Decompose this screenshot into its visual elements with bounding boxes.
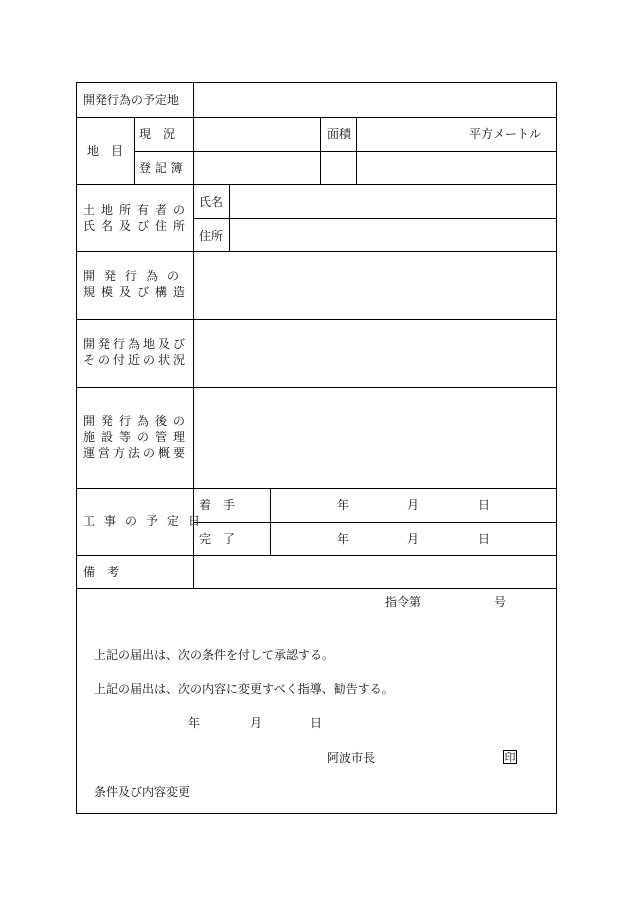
area-field[interactable] bbox=[360, 120, 465, 148]
column-divider bbox=[270, 488, 271, 555]
row-divider bbox=[193, 218, 556, 219]
current-status-label: 現 況 bbox=[139, 127, 176, 141]
application-form bbox=[76, 82, 557, 814]
owner-label-line2: 氏名及び住所 bbox=[83, 219, 192, 233]
scale-label-line2: 規模及び構造 bbox=[83, 285, 192, 299]
situation-label-line2: その付近の状況 bbox=[83, 353, 189, 367]
seal-mark: 印 bbox=[504, 751, 516, 764]
directive-label: 指令第 bbox=[385, 595, 422, 609]
column-divider bbox=[193, 83, 194, 588]
approval-line2: 上記の届出は、次の内容に変更すべく指導、勧告する。 bbox=[94, 682, 394, 696]
remarks-label: 備 考 bbox=[83, 565, 120, 579]
start-year-label: 年 bbox=[337, 498, 350, 512]
end-date-field[interactable] bbox=[274, 525, 552, 552]
owner-address-field[interactable] bbox=[233, 221, 552, 248]
scale-label-line1: 開発行為の bbox=[83, 269, 189, 283]
row-divider bbox=[77, 184, 556, 185]
row-divider bbox=[77, 319, 556, 320]
management-label-line2: 施設等の管理 bbox=[83, 430, 192, 444]
registry-label: 登 記 簿 bbox=[139, 161, 183, 175]
start-month-label: 月 bbox=[407, 498, 420, 512]
registry-field[interactable] bbox=[197, 154, 317, 181]
owner-name-field[interactable] bbox=[233, 187, 552, 215]
mayor-label: 阿波市長 bbox=[327, 751, 376, 765]
conditions-label: 条件及び内容変更 bbox=[94, 785, 191, 799]
planned-site-label: 開発行為の予定地 bbox=[83, 93, 180, 107]
planned-site-field[interactable] bbox=[197, 86, 552, 114]
approval-month-label: 月 bbox=[250, 716, 263, 730]
row-divider bbox=[134, 151, 556, 152]
column-divider bbox=[320, 117, 321, 184]
row-divider bbox=[77, 251, 556, 252]
situation-field[interactable] bbox=[197, 322, 552, 384]
scale-field[interactable] bbox=[197, 254, 552, 316]
end-year-label: 年 bbox=[337, 532, 350, 546]
area-unit-label: 平方メートル bbox=[469, 127, 542, 141]
schedule-label: 工事の予定日 bbox=[83, 514, 210, 528]
approval-day-label: 日 bbox=[310, 716, 323, 730]
management-field[interactable] bbox=[197, 390, 552, 485]
situation-label-line1: 開発行為地及び bbox=[83, 337, 189, 351]
column-divider bbox=[134, 117, 135, 184]
land-category-label: 地 目 bbox=[87, 144, 124, 158]
column-divider bbox=[356, 117, 357, 184]
end-label: 完 了 bbox=[199, 532, 236, 546]
owner-address-label: 住所 bbox=[199, 229, 224, 243]
area-label: 面積 bbox=[327, 127, 352, 141]
start-day-label: 日 bbox=[478, 498, 491, 512]
row-divider bbox=[77, 555, 556, 556]
row-divider bbox=[77, 488, 556, 489]
approval-line1: 上記の届出は、次の条件を付して承認する。 bbox=[94, 648, 335, 662]
row-divider bbox=[77, 387, 556, 388]
current-status-field[interactable] bbox=[197, 120, 317, 148]
end-day-label: 日 bbox=[478, 532, 491, 546]
row-divider bbox=[77, 588, 556, 589]
remarks-field[interactable] bbox=[197, 558, 552, 585]
start-date-field[interactable] bbox=[274, 491, 552, 519]
column-divider bbox=[229, 184, 230, 251]
row-divider bbox=[193, 522, 556, 523]
directive-number-suffix: 号 bbox=[494, 595, 507, 609]
management-label-line3: 運営方法の概要 bbox=[83, 446, 189, 460]
approval-year-label: 年 bbox=[188, 716, 201, 730]
owner-label-line1: 土地所有者の bbox=[83, 203, 192, 217]
row-divider bbox=[77, 117, 556, 118]
start-label: 着 手 bbox=[199, 498, 236, 512]
column-divider bbox=[193, 555, 194, 588]
end-month-label: 月 bbox=[407, 532, 420, 546]
owner-name-label: 氏名 bbox=[199, 195, 224, 209]
management-label-line1: 開発行為後の bbox=[83, 414, 192, 428]
